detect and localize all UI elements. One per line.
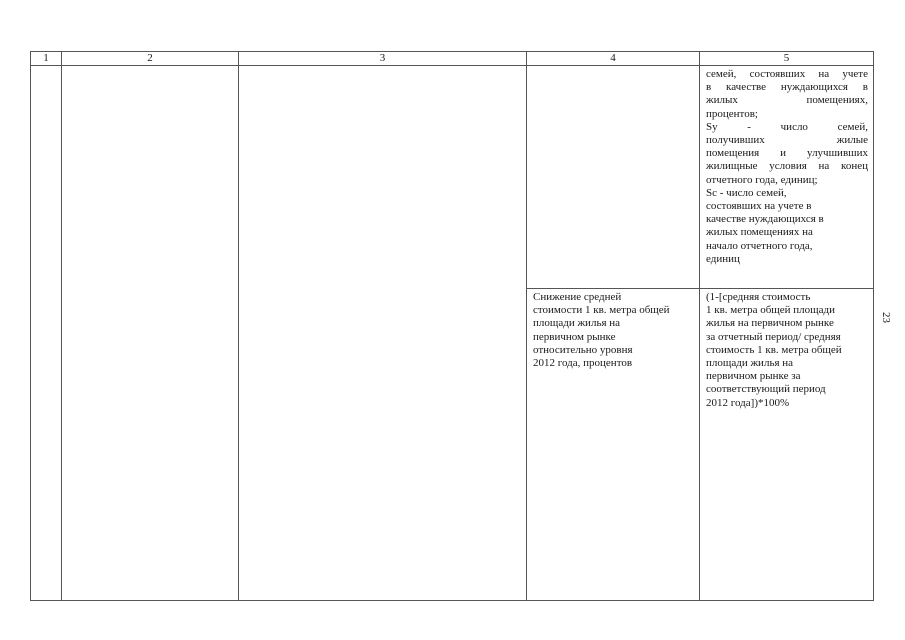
cell-col-1 (31, 66, 62, 601)
document-table (30, 51, 874, 601)
text-line: площади жилья на (533, 317, 621, 330)
text-line: площади жилья на (706, 357, 794, 370)
text-line: Sс - число семей, (706, 186, 787, 199)
text-line: качестве нуждающихся в (706, 213, 824, 226)
text-line: жилищные условия на конец (706, 160, 868, 173)
text-line: семей, состоявших на учете (706, 68, 868, 80)
text-line: жилья на первичном рынке (706, 317, 834, 330)
text-line: в качестве нуждающихся в (706, 81, 868, 94)
text-line: 1 кв. метра общей площади (706, 304, 836, 317)
text-line: за отчетный период/ средняя (706, 330, 841, 343)
formula-description-continued (700, 66, 873, 266)
text-line: процентов; (706, 107, 758, 120)
header-col-3: 3 (239, 52, 527, 66)
text-line: отчетного года, единиц; (706, 173, 818, 186)
formula-description (700, 289, 873, 410)
indicator-name (527, 289, 699, 370)
text-line: помещения и улучшивших (706, 147, 868, 160)
text-line: начало отчетного года, (706, 239, 813, 252)
text-line: Sу - число семей, (706, 120, 868, 133)
table-header-row (31, 52, 874, 66)
cell-row2-col-4 (527, 289, 700, 601)
text-line: Снижение средней (533, 291, 622, 303)
text-line: состоявших на учете в (706, 200, 812, 213)
text-line: жилых помещениях, (706, 94, 868, 107)
cell-col-2 (62, 66, 239, 601)
text-line: (1-[средняя стоимость (706, 291, 811, 303)
cell-row1-col-5 (700, 66, 874, 289)
header-col-1: 1 (31, 52, 62, 66)
cell-row1-col-4 (527, 66, 700, 289)
text-line: соответствующий период (706, 383, 826, 396)
page-number: 23 (880, 312, 892, 323)
header-col-4: 4 (527, 52, 700, 66)
table-row (31, 66, 874, 289)
text-line: стоимость 1 кв. метра общей (706, 343, 842, 356)
header-col-5: 5 (700, 52, 874, 66)
header-col-2: 2 (62, 52, 239, 66)
text-line: стоимости 1 кв. метра общей (533, 304, 670, 317)
text-line: жилых помещениях на (706, 226, 813, 239)
text-line: 2012 года])*100% (706, 396, 790, 409)
cell-col-3 (239, 66, 527, 601)
text-line: первичном рынке (533, 330, 616, 343)
text-line: относительно уровня (533, 343, 633, 356)
text-line: получивших жилые (706, 134, 868, 147)
text-line: первичном рынке за (706, 370, 801, 383)
cell-row2-col-5 (700, 289, 874, 601)
text-line: 2012 года, процентов (533, 357, 633, 370)
text-line: единиц (706, 252, 740, 265)
